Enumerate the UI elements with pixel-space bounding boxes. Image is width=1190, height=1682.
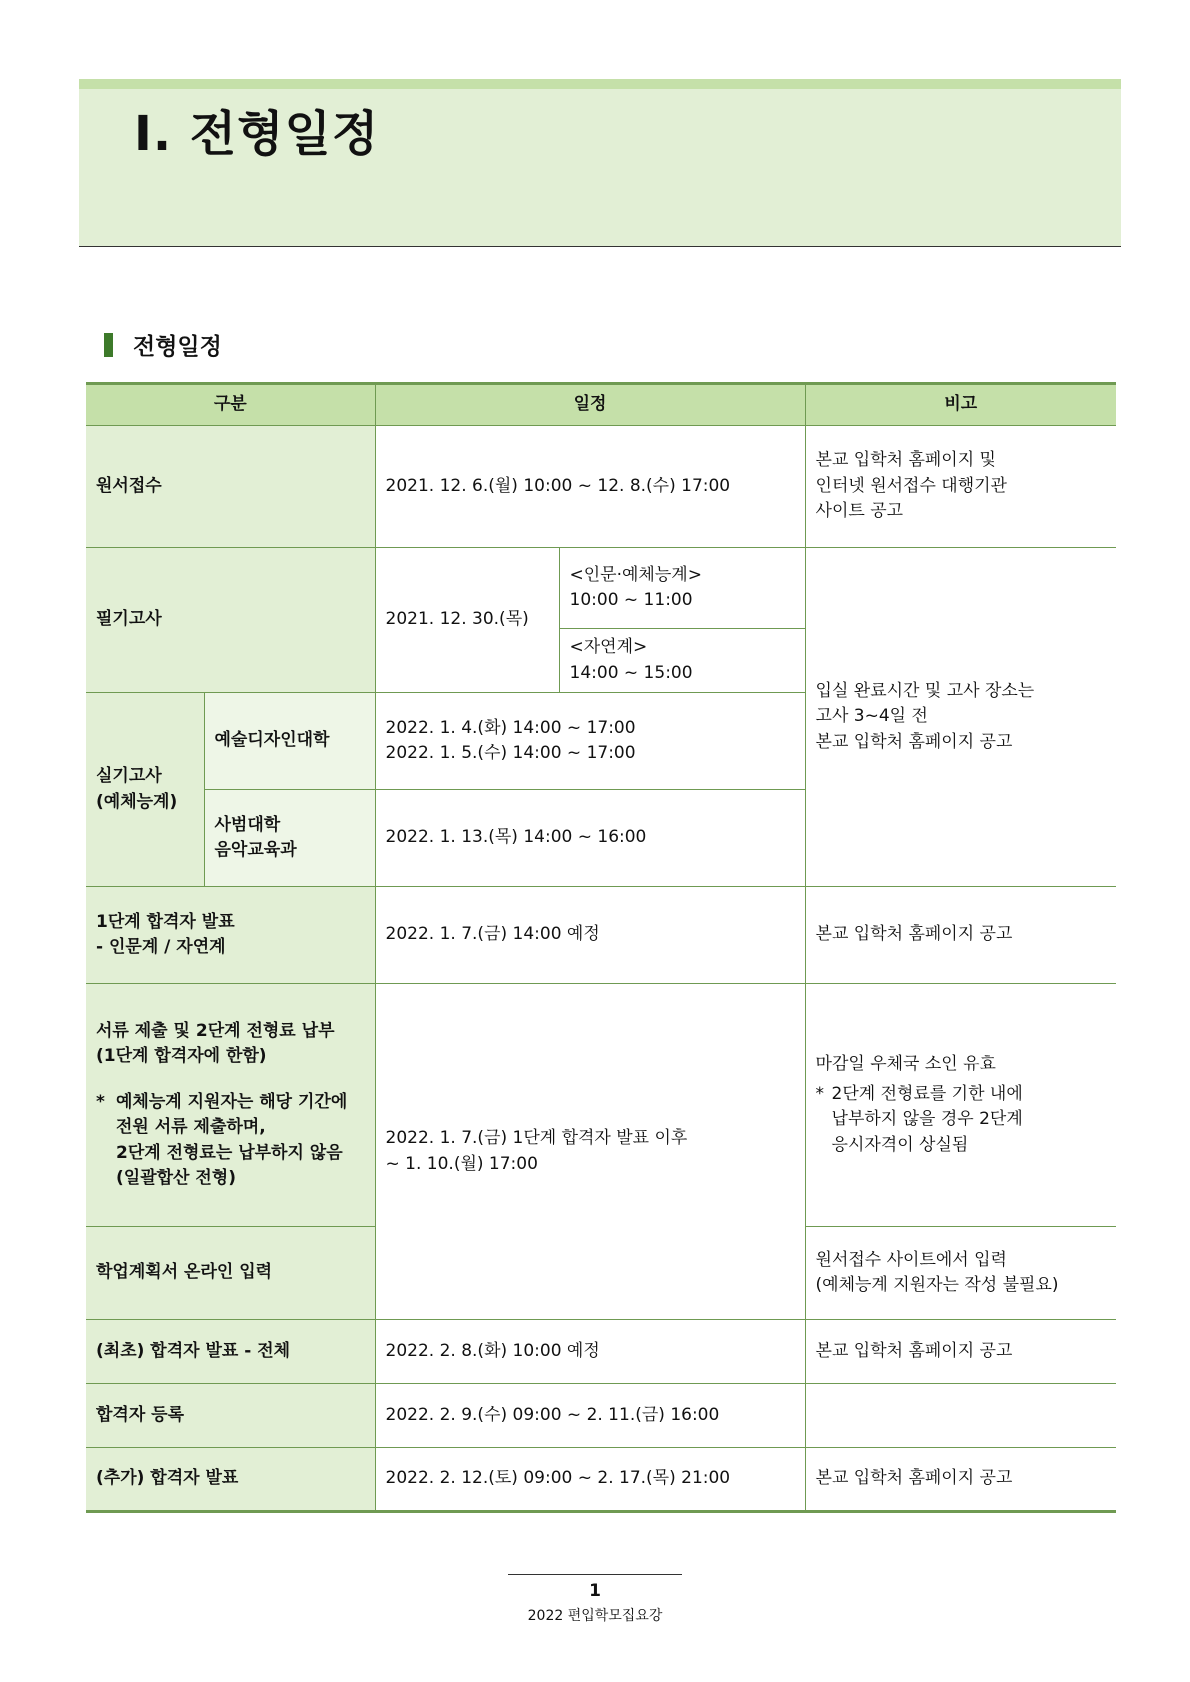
category-documents xyxy=(86,984,375,1227)
documents-title: 서류 제출 및 2단계 전형료 납부 (1단계 합격자에 한함) xyxy=(96,1020,335,1066)
footer-rule xyxy=(508,1574,682,1575)
section-title xyxy=(104,328,222,361)
remark-documents-note xyxy=(816,1082,1107,1159)
session-science: <자연계> 14:00 ~ 15:00 xyxy=(559,629,805,693)
documents-note xyxy=(96,1090,365,1192)
row-stage1-result xyxy=(86,887,1116,984)
schedule-registration: 2022. 2. 9.(수) 09:00 ~ 2. 11.(금) 16:00 xyxy=(375,1384,805,1448)
category-stage1-result: 1단계 합격자 발표 - 인문계 / 자연계 xyxy=(86,887,375,984)
row-documents xyxy=(86,984,1116,1227)
category-study-plan: 학업계획서 온라인 입력 xyxy=(86,1227,375,1320)
subcategory-music-edu: 사범대학 음악교육과 xyxy=(204,790,375,887)
section-marker xyxy=(104,333,113,357)
page-footer xyxy=(0,1574,1190,1625)
chapter-header-bar xyxy=(79,79,1121,89)
page-number: 1 xyxy=(589,1581,601,1601)
category-practical-exam: 실기고사 (예체능계) xyxy=(86,693,204,887)
schedule-additional-result: 2022. 2. 12.(토) 09:00 ~ 2. 17.(목) 21:00 xyxy=(375,1448,805,1512)
category-additional-result: (추가) 합격자 발표 xyxy=(86,1448,375,1512)
category-final-result: (최초) 합격자 발표 - 전체 xyxy=(86,1320,375,1384)
remark-registration xyxy=(805,1384,1116,1448)
remark-note-text: 2단계 전형료를 기한 내에 납부하지 않을 경우 2단계 응시자격이 상실됨 xyxy=(831,1083,1023,1155)
remark-exam: 입실 완료시간 및 고사 장소는 고사 3~4일 전 본교 입학처 홈페이지 공고 xyxy=(805,548,1116,887)
row-written-exam xyxy=(86,548,1116,629)
remark-additional-result: 본교 입학처 홈페이지 공고 xyxy=(805,1448,1116,1512)
schedule-music-edu: 2022. 1. 13.(목) 14:00 ~ 16:00 xyxy=(375,790,805,887)
schedule-application: 2021. 12. 6.(월) 10:00 ~ 12. 8.(수) 17:00 xyxy=(375,426,805,548)
row-registration xyxy=(86,1384,1116,1448)
header-category: 구분 xyxy=(86,384,375,426)
header-remark: 비고 xyxy=(805,384,1116,426)
remark-note-star: * xyxy=(815,1083,825,1104)
category-written-exam: 필기고사 xyxy=(86,548,375,693)
row-additional-result xyxy=(86,1448,1116,1512)
remark-documents-main: 마감일 우체국 소인 유효 xyxy=(815,1054,996,1074)
remark-documents xyxy=(805,984,1116,1227)
header-schedule: 일정 xyxy=(375,384,805,426)
document-name: 2022 편입학모집요강 xyxy=(527,1608,663,1624)
date-written-exam: 2021. 12. 30.(목) xyxy=(375,548,559,693)
subcategory-art-design: 예술디자인대학 xyxy=(204,693,375,790)
table-header-row xyxy=(86,384,1116,426)
section-title-text: 전형일정 xyxy=(133,334,222,360)
remark-stage1-result: 본교 입학처 홈페이지 공고 xyxy=(805,887,1116,984)
session-humanities: <인문·예체능계> 10:00 ~ 11:00 xyxy=(559,548,805,629)
row-final-result xyxy=(86,1320,1116,1384)
schedule-final-result: 2022. 2. 8.(화) 10:00 예정 xyxy=(375,1320,805,1384)
remark-study-plan: 원서접수 사이트에서 입력 (예체능계 지원자는 작성 불필요) xyxy=(805,1227,1116,1320)
schedule-art-design: 2022. 1. 4.(화) 14:00 ~ 17:00 2022. 1. 5.(수) 14:00 ~ 17:00 xyxy=(375,693,805,790)
schedule-stage1-result: 2022. 1. 7.(금) 14:00 예정 xyxy=(375,887,805,984)
documents-note-text: 예체능계 지원자는 해당 기간에 전원 서류 제출하며, 2단계 전형료는 납부하지 않음 (일괄합산 전형) xyxy=(116,1091,348,1188)
chapter-title: Ⅰ. 전형일정 xyxy=(134,106,380,162)
documents-note-star: * xyxy=(96,1091,105,1112)
row-application xyxy=(86,426,1116,548)
schedule-documents: 2022. 1. 7.(금) 1단계 합격자 발표 이후 ~ 1. 10.(월) 17:00 xyxy=(375,984,805,1320)
remark-final-result: 본교 입학처 홈페이지 공고 xyxy=(805,1320,1116,1384)
schedule-table xyxy=(86,382,1116,1513)
category-registration: 합격자 등록 xyxy=(86,1384,375,1448)
category-application: 원서접수 xyxy=(86,426,375,548)
remark-application: 본교 입학처 홈페이지 및 인터넷 원서접수 대행기관 사이트 공고 xyxy=(805,426,1116,548)
chapter-header xyxy=(79,79,1121,247)
